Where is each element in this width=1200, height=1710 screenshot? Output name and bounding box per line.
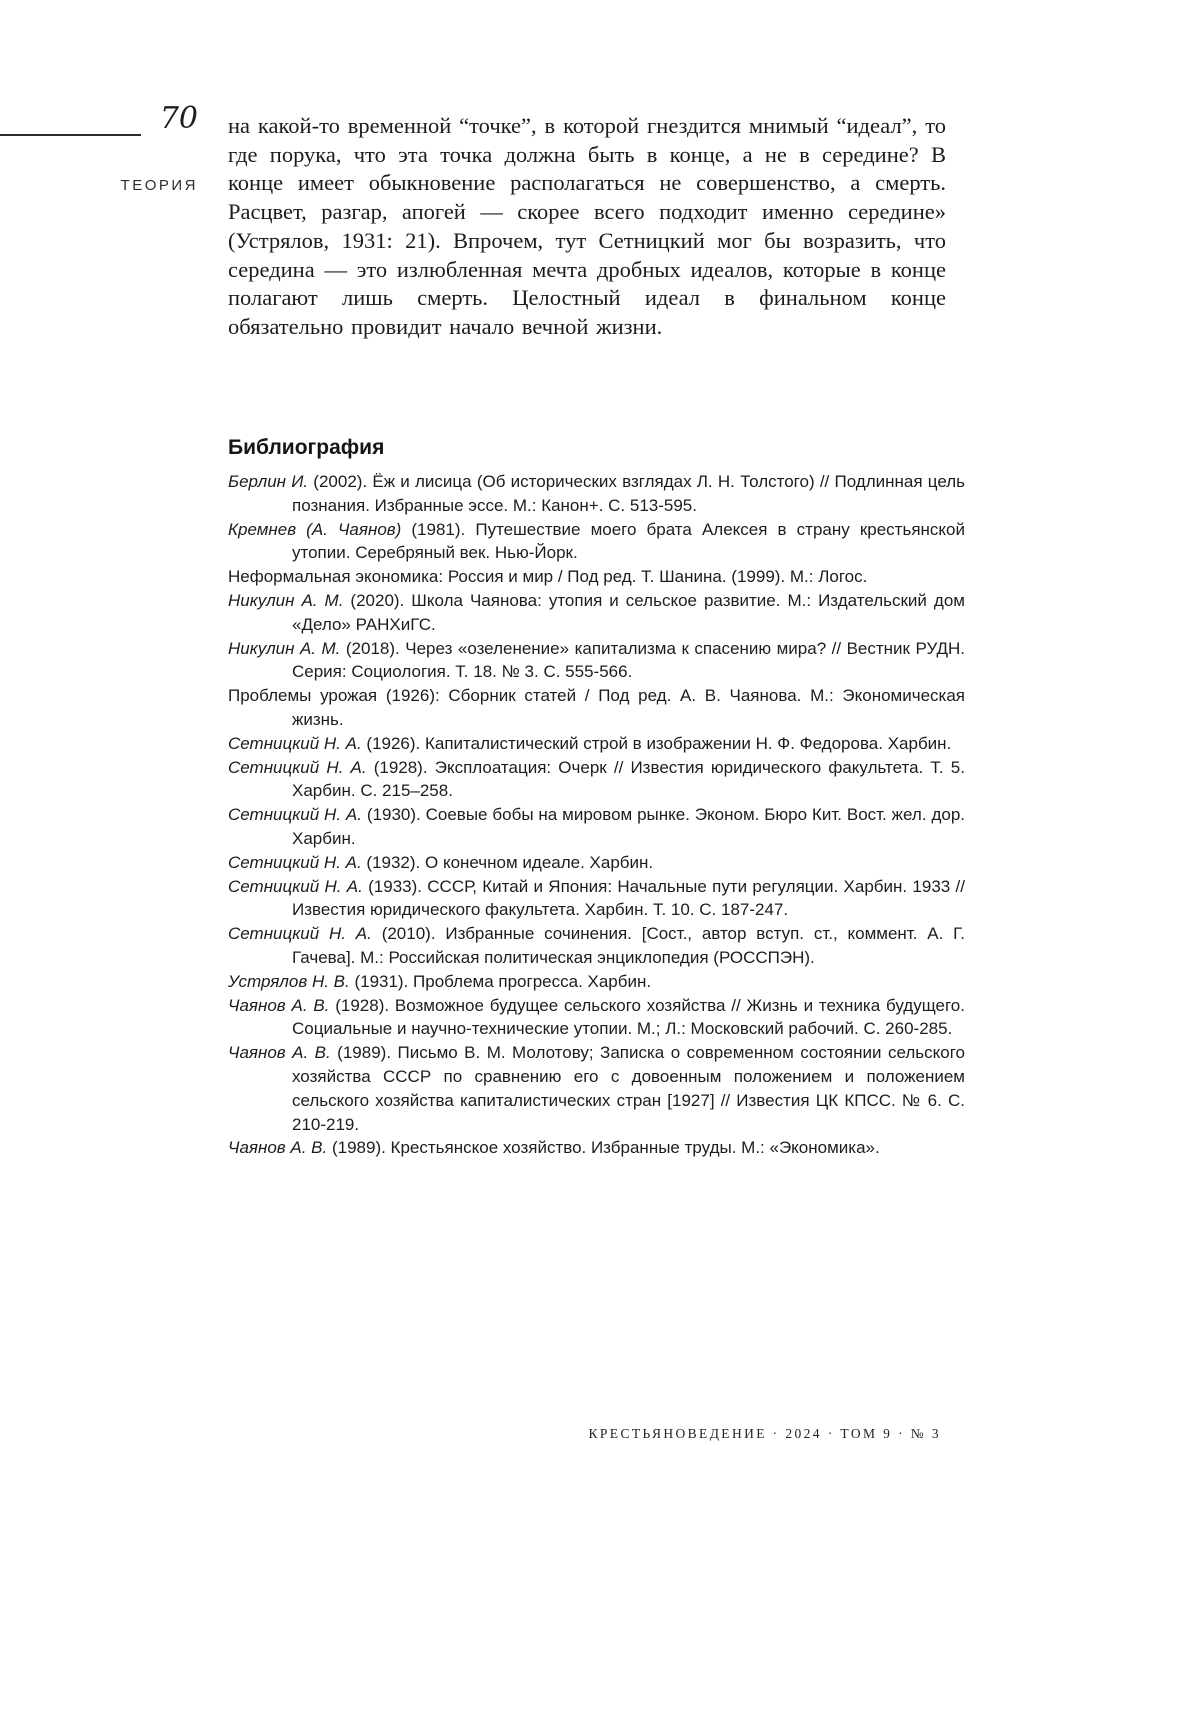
- bibliography-entry: [228, 994, 965, 1042]
- bibliography-entry: [228, 922, 965, 970]
- bibliography-entry: [228, 970, 965, 994]
- bibliography-entry: [228, 875, 965, 923]
- bibliography-entry: [228, 637, 965, 685]
- bibliography-entry: [228, 684, 965, 732]
- bibliography-entry-author: Чаянов А. В.: [228, 995, 330, 1015]
- bibliography-entry-text: (1928). Возможное будущее сельского хозяйства // Жизнь и техника будущего. Социальные и научно-технические утопии. М.; Л.: Московский рабочий. С. 260-285.: [292, 995, 965, 1039]
- section-label: ТЕОРИЯ: [120, 177, 198, 194]
- bibliography-entry-text: (1981). Путешествие моего брата Алексея в страну крестьянской утопии. Серебряный век. Нью-Йорк.: [292, 519, 965, 563]
- bibliography-heading: Библиография: [228, 436, 385, 460]
- bibliography-entry: [228, 851, 965, 875]
- bibliography-entry-text: (2020). Школа Чаянова: утопия и сельское развитие. М.: Издательский дом «Дело» РАНХиГС.: [292, 590, 965, 634]
- bibliography-entry: [228, 1041, 965, 1136]
- bibliography-entry-author: Сетницкий Н. А.: [228, 876, 363, 896]
- margin-rule: [0, 134, 141, 136]
- bibliography-entry-author: Кремнев (А. Чаянов): [228, 519, 402, 539]
- bibliography-entry-text: (2010). Избранные сочинения. [Сост., автор вступ. ст., коммент. А. Г. Гачева]. М.: Российская политическая энциклопедия (РОССПЭН).: [292, 924, 965, 967]
- bibliography-entry-author: Чаянов А. В.: [228, 1043, 331, 1063]
- bibliography-entry: [228, 518, 965, 566]
- bibliography-entry-author: Сетницкий Н. А.: [228, 757, 367, 777]
- bibliography-entry-author: Чаянов А. В.: [228, 1138, 328, 1158]
- bibliography-list: [228, 470, 965, 1160]
- bibliography-entry-author: Никулин А. М.: [228, 590, 344, 610]
- bibliography-entry: [228, 565, 965, 589]
- bibliography-entry: [228, 803, 965, 851]
- bibliography-entry-author: Сетницкий Н. А.: [228, 805, 362, 825]
- bibliography-entry-text: (1926). Капиталистический строй в изображении Н. Ф. Федорова. Харбин.: [361, 733, 952, 753]
- bibliography-entry-author: Никулин А. М.: [228, 638, 341, 658]
- bibliography-entry-text: Неформальная экономика: Россия и мир / Под ред. Т. Шанина. (1999). М.: Логос.: [228, 567, 868, 587]
- bibliography-entry-author: Сетницкий Н. А.: [228, 924, 372, 944]
- bibliography-entry-text: (1930). Соевые бобы на мировом рынке. Эконом. Бюро Кит. Вост. жел. дор. Харбин.: [292, 805, 965, 848]
- journal-footer: КРЕСТЬЯНОВЕДЕНИЕ · 2024 · ТОМ 9 · № 3: [588, 1426, 941, 1441]
- page-number: 70: [159, 101, 198, 136]
- bibliography-entry-text: (2002). Ёж и лисица (Об исторических взглядах Л. Н. Толстого) // Подлинная цель познания. Избранные эссе. М.: Канон+. С. 513-595.: [292, 472, 965, 515]
- bibliography-entry-author: Сетницкий Н. А.: [228, 852, 362, 872]
- bibliography-entry-text: (1933). СССР, Китай и Япония: Начальные пути регуляции. Харбин. 1933 // Известия юридического факультета. Харбин. Т. 10. С. 187-247.: [292, 876, 965, 920]
- bibliography-entry-text: (1989). Крестьянское хозяйство. Избранные труды. М.: «Экономика».: [327, 1138, 880, 1158]
- bibliography-entry: [228, 1136, 965, 1160]
- bibliography-entry-text: Проблемы урожая (1926): Сборник статей / Под ред. А. В. Чаянова. М.: Экономическая жизнь.: [228, 686, 965, 729]
- bibliography-entry-text: (1931). Проблема прогресса. Харбин.: [349, 971, 652, 991]
- bibliography-entry-author: Сетницкий Н. А.: [228, 733, 362, 753]
- body-paragraph: на какой-то временной “точке”, в которой гнездится мнимый “идеал”, то где порука, что эта точка должна быть в конце, а не в середине? В конце имеет обыкновение располагаться не совершенство, а смерть. Расцвет, разгар, апогей — скорее всего подходит именно середине» (Устрялов, 1931: 21). Впрочем, тут Сетницкий мог бы возразить, что середина — это излюбленная мечта дробных идеалов, которые в конце полагают лишь смерть. Целостный идеал в финальном конце обязательно провидит начало вечной жизни.: [228, 113, 946, 339]
- bibliography-entry: [228, 756, 965, 804]
- bibliography-entry-text: (1932). О конечном идеале. Харбин.: [361, 852, 654, 872]
- bibliography-entry: [228, 470, 965, 518]
- bibliography-entry-text: (1989). Письмо В. М. Молотову; Записка о современном состоянии сельского хозяйства СССР по сравнению его с довоенным положением и положением сельского хозяйства капиталистических стран [1927] // Известия ЦК КПСС. № 6. С. 210-219.: [292, 1043, 965, 1134]
- bibliography-entry-text: (1928). Эксплоатация: Очерк // Известия юридического факультета. Т. 5. Харбин. С. 215–258.: [292, 757, 965, 801]
- bibliography-entry: [228, 589, 965, 637]
- bibliography-entry: [228, 732, 965, 756]
- bibliography-entry-text: (2018). Через «озеленение» капитализма к спасению мира? // Вестник РУДН. Серия: Социология. Т. 18. № 3. С. 555-566.: [292, 638, 965, 682]
- bibliography-entry-author: Берлин И.: [228, 472, 309, 491]
- bibliography-entry-author: Устрялов Н. В.: [228, 971, 350, 991]
